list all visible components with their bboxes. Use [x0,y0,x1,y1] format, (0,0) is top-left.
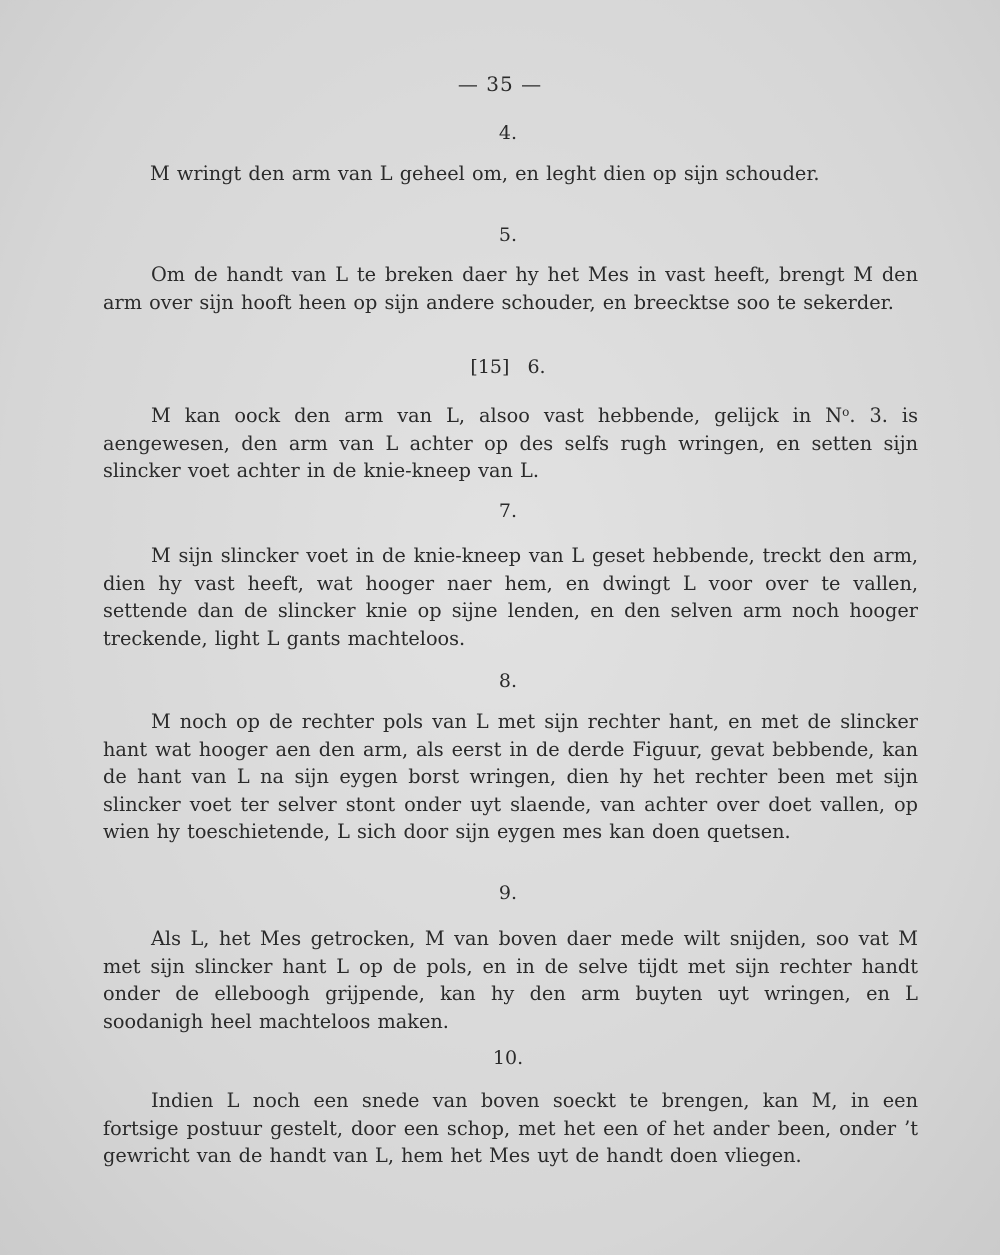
section-heading-6 [0,356,1000,378]
section-number-9: 9. [498,882,518,904]
section-text-6-part1: M kan oock den arm van L, alsoo vast hebbende, gelijck in N [151,404,843,427]
section-text-6 [103,399,918,485]
section-text-6-part2: . 3. is aengewesen, den arm van L achter op des selfs rugh wringen, en setten sijn slincker voet achter in de knie-kneep van L. [103,404,918,482]
page-marker: [15] [470,356,510,378]
section-text-5: Om de handt van L te breken daer hy het Mes in vast heeft, brengt M den arm over sijn hooft heen op sijn andere schouder, en breecktse soo te sekerder. [103,263,918,314]
superscript-o: o [842,405,850,419]
section-text-9: Als L, het Mes getrocken, M van boven daer mede wilt snijden, soo vat M met sijn slincker hant L op de pols, en in de selve tijdt met sijn rechter handt onder de elleboogh grijpende, kan hy den arm buyten uyt wringen, en L soodanigh heel machteloos maken. [103,927,918,1033]
page-number: — 35 — [457,72,543,96]
section-number-7: 7. [498,500,518,522]
section-number-10: 10. [492,1047,524,1069]
section-text-7: M sijn slincker voet in de knie-kneep van L geset hebbende, treckt den arm, dien hy vast heeft, wat hooger naer hem, en dwingt L voor over te vallen, settende dan de slincker knie op sijne lenden, en den selven arm noch hooger treckende, light L gants machteloos. [103,544,918,650]
section-number-4: 4. [498,122,518,144]
section-text-10: Indien L noch een snede van boven soeckt te brengen, kan M, in een fortsige postuur gestelt, door een schop, met het een of het ander been, onder ’t gewricht van de handt van L, hem het Mes uyt de handt doen vliegen. [103,1089,918,1167]
section-number-6: 6. [527,356,546,378]
section-text-8: M noch op de rechter pols van L met sijn rechter hant, en met de slincker hant wat hooger aen den arm, als eerst in de derde Figuur, gevat bebbende, kan de hant van L na sijn eygen borst wringen, dien hy het rechter been met sijn slincker voet ter selver stont onder uyt slaende, van achter over doet vallen, op wien hy toeschietende, L sich door sijn eygen mes kan doen quetsen. [103,710,918,843]
section-number-5: 5. [498,224,518,246]
section-text-4: M wringt den arm van L geheel om, en leght dien op sijn schouder. [150,162,820,185]
section-number-8: 8. [498,670,518,692]
